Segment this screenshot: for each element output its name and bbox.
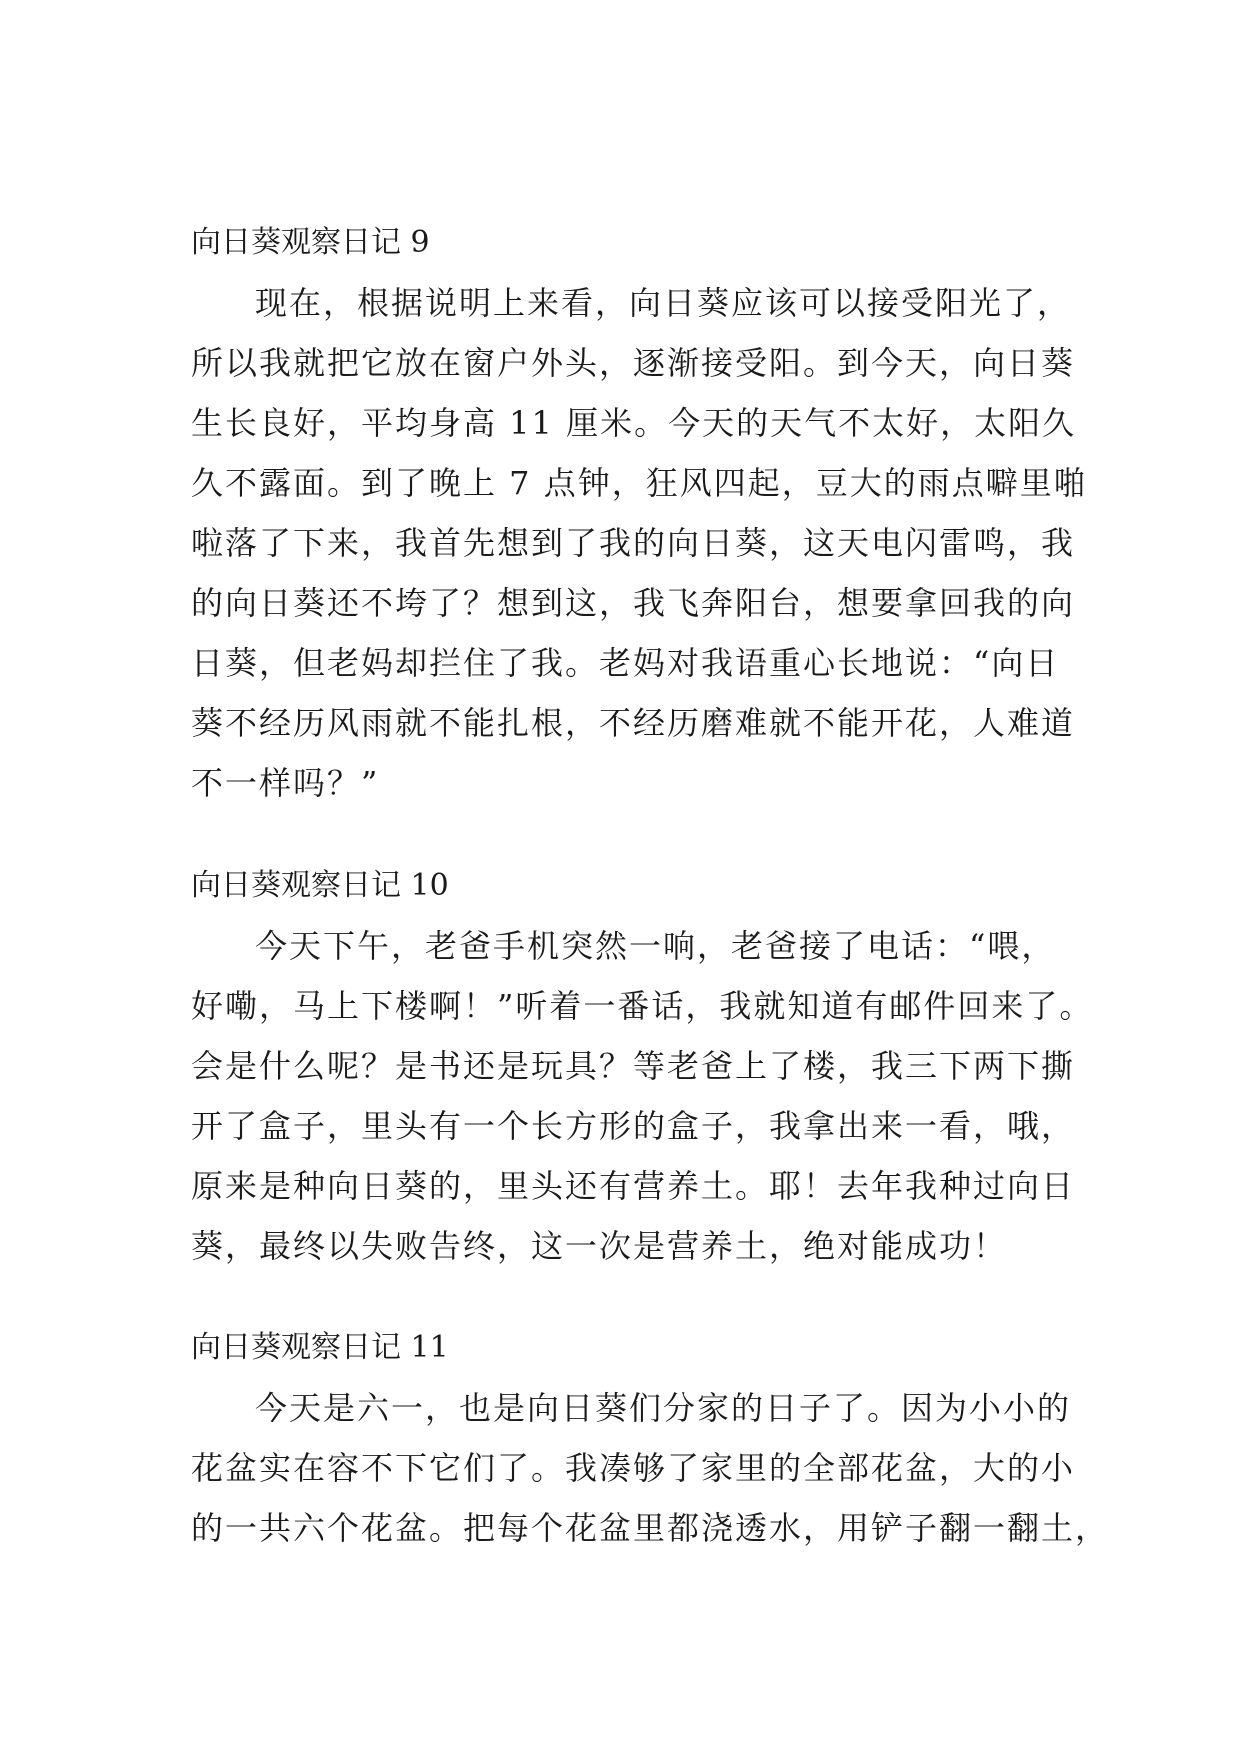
paragraph-line: 现在，根据说明上来看，向日葵应该可以接受阳光了， (255, 284, 1072, 322)
paragraph-line: 不一样吗？” (191, 764, 380, 802)
diary-entry-11 (191, 1318, 1110, 1558)
paragraph-line: 开了盒子，里头有一个长方形的盒子，我拿出来一看，哦， (191, 1107, 1076, 1145)
paragraph-line: 啦落了下来，我首先想到了我的向日葵，这天电闪雷鸣，我 (191, 524, 1076, 562)
paragraph-line: 今天是六一，也是向日葵们分家的日子了。因为小小的 (255, 1389, 1072, 1427)
paragraph-line: 生长良好，平均身高 11 厘米。今天的天气不太好，太阳久 (191, 404, 1077, 442)
paragraph-line: 好嘞，马上下楼啊！”听着一番话，我就知道有邮件回来了。 (191, 987, 1094, 1025)
diary-entry-10 (191, 856, 1094, 1276)
paragraph-line: 葵，最终以失败告终，这一次是营养土，绝对能成功！ (191, 1227, 1008, 1265)
paragraph-line: 今天下午，老爸手机突然一响，老爸接了电话：“喂， (255, 927, 1056, 965)
diary-entry-9 (191, 213, 1088, 813)
entry-title: 向日葵观察日记 11 (191, 1330, 449, 1365)
paragraph-line: 所以我就把它放在窗户外头，逐渐接受阳。到今天，向日葵 (191, 344, 1076, 382)
paragraph-line: 原来是种向日葵的，里头还有营养土。耶！去年我种过向日 (191, 1167, 1076, 1205)
entry-title: 向日葵观察日记 10 (191, 868, 449, 903)
paragraph-line: 花盆实在容不下它们了。我凑够了家里的全部花盆，大的小 (191, 1449, 1076, 1487)
paragraph-line: 日葵，但老妈却拦住了我。老妈对我语重心长地说：“向日 (191, 644, 1060, 682)
entry-title: 向日葵观察日记 9 (191, 225, 430, 260)
paragraph-line: 久不露面。到了晚上 7 点钟，狂风四起，豆大的雨点噼里啪 (191, 464, 1088, 502)
paragraph-line: 的一共六个花盆。把每个花盆里都浇透水，用铲子翻一翻土， (191, 1509, 1110, 1547)
paragraph-line: 的向日葵还不垮了？想到这，我飞奔阳台，想要拿回我的向 (191, 584, 1076, 622)
paragraph-line: 会是什么呢？是书还是玩具？等老爸上了楼，我三下两下撕 (191, 1047, 1076, 1085)
paragraph-line: 葵不经历风雨就不能扎根，不经历磨难就不能开花，人难道 (191, 704, 1076, 742)
